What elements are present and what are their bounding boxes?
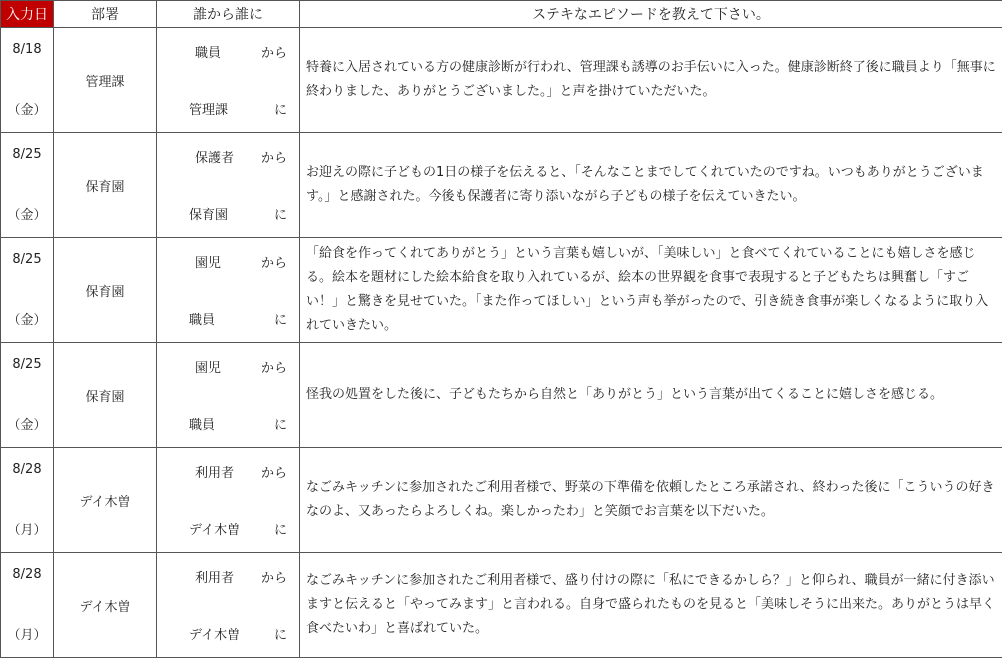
from-name: 利用者 (195, 571, 235, 586)
table-row (1, 343, 1002, 448)
to-suffix: に (273, 418, 287, 433)
weekday-value: （月） (7, 628, 47, 643)
table-row (1, 448, 1002, 553)
dept-cell[interactable]: 保育園 (54, 238, 157, 343)
episode-cell[interactable]: お迎えの際に子どもの1日の様子を伝えると、「そんなことまでしてくれていたのですね。いつもありがとうございます。」と感謝された。今後も保護者に寄り添いながら子どもの様子を伝えていきたい。 (300, 133, 1002, 238)
episode-cell[interactable]: 特養に入居されている方の健康診断が行われ、管理課も誘導のお手伝いに入った。健康診断終了後に職員より「無事に終わりました、ありがとうございました。」と声を掛けていただいた。 (300, 28, 1002, 133)
date-cell[interactable] (1, 448, 54, 553)
table-row (1, 28, 1002, 133)
to-name: 職員 (189, 418, 216, 433)
from-suffix: から (260, 466, 287, 481)
to-name: 管理課 (189, 103, 229, 118)
to-suffix: に (273, 103, 287, 118)
to-suffix: に (273, 628, 287, 643)
date-cell[interactable] (1, 343, 54, 448)
table-row (1, 553, 1002, 658)
from-name: 職員 (195, 46, 222, 61)
weekday-value: （金） (7, 208, 47, 223)
table-row (1, 238, 1002, 343)
who-cell[interactable] (157, 238, 300, 343)
from-suffix: から (260, 151, 287, 166)
date-cell[interactable] (1, 133, 54, 238)
from-suffix: から (260, 361, 287, 376)
from-suffix: から (260, 256, 287, 271)
to-name: 保育園 (189, 208, 229, 223)
to-name: デイ木曽 (189, 628, 241, 643)
who-cell[interactable] (157, 133, 300, 238)
header-row (1, 1, 1002, 28)
header-dept[interactable]: 部署 (54, 1, 157, 28)
who-cell[interactable] (157, 28, 300, 133)
who-cell[interactable] (157, 448, 300, 553)
from-name: 園児 (195, 256, 222, 271)
who-cell[interactable] (157, 343, 300, 448)
episode-cell[interactable]: なごみキッチンに参加されたご利用者様で、盛り付けの際に「私にできるかしら？」と仰られ、職員が一緒に付き添いますと伝えると「やってみます」と言われる。自身で盛られたものを見ると「美味しそうに出来た。ありがとうは早く食べたいわ」と喜ばれていた。 (300, 553, 1002, 658)
date-cell[interactable] (1, 28, 54, 133)
date-value: 8/28 (12, 462, 42, 477)
episode-cell[interactable]: 「給食を作ってくれてありがとう」という言葉も嬉しいが、「美味しい」と食べてくれていることにも嬉しさを感じる。絵本を題材にした絵本給食を取り入れているが、絵本の世界観を食事で表現すると子どもたちは興奮し「すごい！」と驚きを見せていた。「また作ってほしい」という声も挙がったので、引き続き食事が楽しくなるように取り入れていきたい。 (300, 238, 1002, 343)
date-value: 8/25 (12, 252, 42, 267)
dept-cell[interactable]: デイ木曽 (54, 448, 157, 553)
dept-cell[interactable]: 保育園 (54, 343, 157, 448)
weekday-value: （金） (7, 418, 47, 433)
header-who[interactable]: 誰から誰に (157, 1, 300, 28)
episode-cell[interactable]: なごみキッチンに参加されたご利用者様で、野菜の下準備を依頼したところ承諾され、終わった後に「こういうの好きなのよ、又あったらよろしくね。楽しかったわ」と笑顔でお言葉を以下だいた。 (300, 448, 1002, 553)
to-name: デイ木曽 (189, 523, 241, 538)
who-cell[interactable] (157, 553, 300, 658)
weekday-value: （月） (7, 523, 47, 538)
date-value: 8/28 (12, 567, 42, 582)
to-suffix: に (273, 523, 287, 538)
to-suffix: に (273, 313, 287, 328)
from-suffix: から (260, 46, 287, 61)
date-value: 8/25 (12, 147, 42, 162)
date-cell[interactable] (1, 238, 54, 343)
dept-cell[interactable]: 保育園 (54, 133, 157, 238)
from-name: 園児 (195, 361, 222, 376)
date-value: 8/25 (12, 357, 42, 372)
from-suffix: から (260, 571, 287, 586)
dept-cell[interactable]: デイ木曽 (54, 553, 157, 658)
dept-cell[interactable]: 管理課 (54, 28, 157, 133)
from-name: 利用者 (195, 466, 235, 481)
table-row (1, 133, 1002, 238)
date-value: 8/18 (12, 42, 42, 57)
to-name: 職員 (189, 313, 216, 328)
weekday-value: （金） (7, 313, 47, 328)
header-episode[interactable]: ステキなエピソードを教えて下さい。 (300, 1, 1002, 28)
to-suffix: に (273, 208, 287, 223)
header-date[interactable]: 入力日 (1, 1, 54, 28)
episode-cell[interactable]: 怪我の処置をした後に、子どもたちから自然と「ありがとう」という言葉が出てくることに嬉しさを感じる。 (300, 343, 1002, 448)
weekday-value: （金） (7, 103, 47, 118)
from-name: 保護者 (195, 151, 235, 166)
date-cell[interactable] (1, 553, 54, 658)
